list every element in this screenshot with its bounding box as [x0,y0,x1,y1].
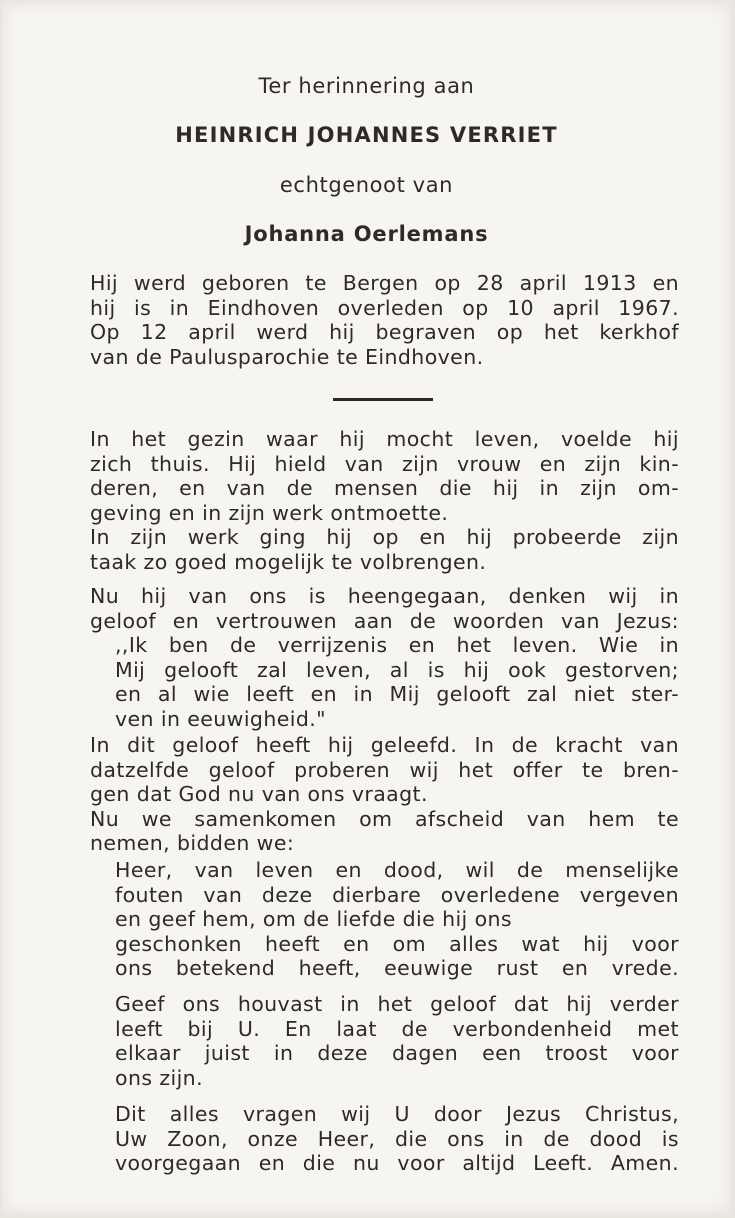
prayer-paragraph-1 [115,858,679,981]
memorial-card [2,2,731,1214]
offer-line: nemen, bidden we: [90,831,295,855]
scripture-quote [115,633,679,731]
quote-line: ,,Ik ben de verrijzenis en het leven. Wie in [115,633,679,657]
prayer-line: Geef ons houvast in het geloof dat hij verder [115,992,679,1016]
spouse-intro-text: echtgenoot van [279,173,454,197]
quote-line: Mij gelooft zal leven, al is hij ook gestorven; [115,657,679,682]
prayer-line: leeft bij U. En laat de verbondenheid met [115,1016,679,1041]
prayer-line: ons betekend heeft, eeuwige rust en vrede. [115,956,679,980]
deceased-name: HEINRICH JOHANNES VERRIET [175,123,558,147]
offer-line: datzelfde geloof proberen wij het offer te bren- [90,757,679,782]
life-line: zich thuis. Hij hield van zijn vrouw en zijn kin- [90,451,679,476]
prayer-line: Dit alles vragen wij U door Jezus Christus, [115,1102,679,1126]
bio-line: van de Paulusparochie te Eindhoven. [90,344,484,369]
prayer-line: elkaar juist in deze dagen een troost voor [115,1041,679,1065]
divider-line [333,398,433,401]
life-line: In zijn werk ging hij op en hij probeerde zijn [90,525,679,549]
life-line: taak zo goed mogelijk te volbrengen. [90,549,487,574]
quote-line: ven in eeuwigheid." [115,706,327,731]
bio-line: hij is in Eindhoven overleden op 10 april 1967. [90,295,679,320]
life-paragraph [90,427,679,574]
bio-line: Op 12 april werd hij begraven op het kerkhof [90,320,679,344]
offer-paragraph [90,733,679,856]
prayer-line: ons zijn. [115,1065,203,1090]
prayer-line: fouten van deze dierbare overledene vergeven [115,882,679,907]
faith-line: geloof en vertrouwen aan de woorden van Jezus: [90,608,679,633]
quote-line: en al wie leeft en in Mij gelooft zal niet ster- [115,682,679,706]
prayer-paragraph-3 [115,1102,679,1176]
bio-paragraph [90,271,679,369]
prayer-line: Uw Zoon, onze Heer, die ons in de dood is [115,1126,679,1151]
life-line: In het gezin waar hij mocht leven, voelde hij [90,427,679,451]
intro-text: Ter herinnering aan [258,74,475,98]
prayer-line: voorgegaan en die nu voor altijd Leeft. Amen. [115,1151,679,1175]
offer-line: Nu we samenkomen om afscheid van hem te [90,806,679,831]
prayer-line: geschonken heeft en om alles wat hij voor [115,931,679,956]
prayer-paragraph-2 [115,992,679,1090]
bio-line: Hij werd geboren te Bergen op 28 april 1913 en [90,271,679,295]
life-line: geving en in zijn werk ontmoette. [90,500,449,525]
offer-line: gen dat God nu van ons vraagt. [90,782,428,806]
spouse-name: Johanna Oerlemans [244,222,489,246]
faith-paragraph [90,584,679,633]
faith-line: Nu hij van ons is heengegaan, denken wij in [90,584,679,608]
life-line: deren, en van de mensen die hij in zijn om- [90,476,679,500]
prayer-line: Heer, van leven en dood, wil de menselijke [115,858,679,882]
offer-line: In dit geloof heeft hij geleefd. In de kracht van [90,733,679,757]
prayer-line: en geef hem, om de liefde die hij ons [115,907,512,931]
